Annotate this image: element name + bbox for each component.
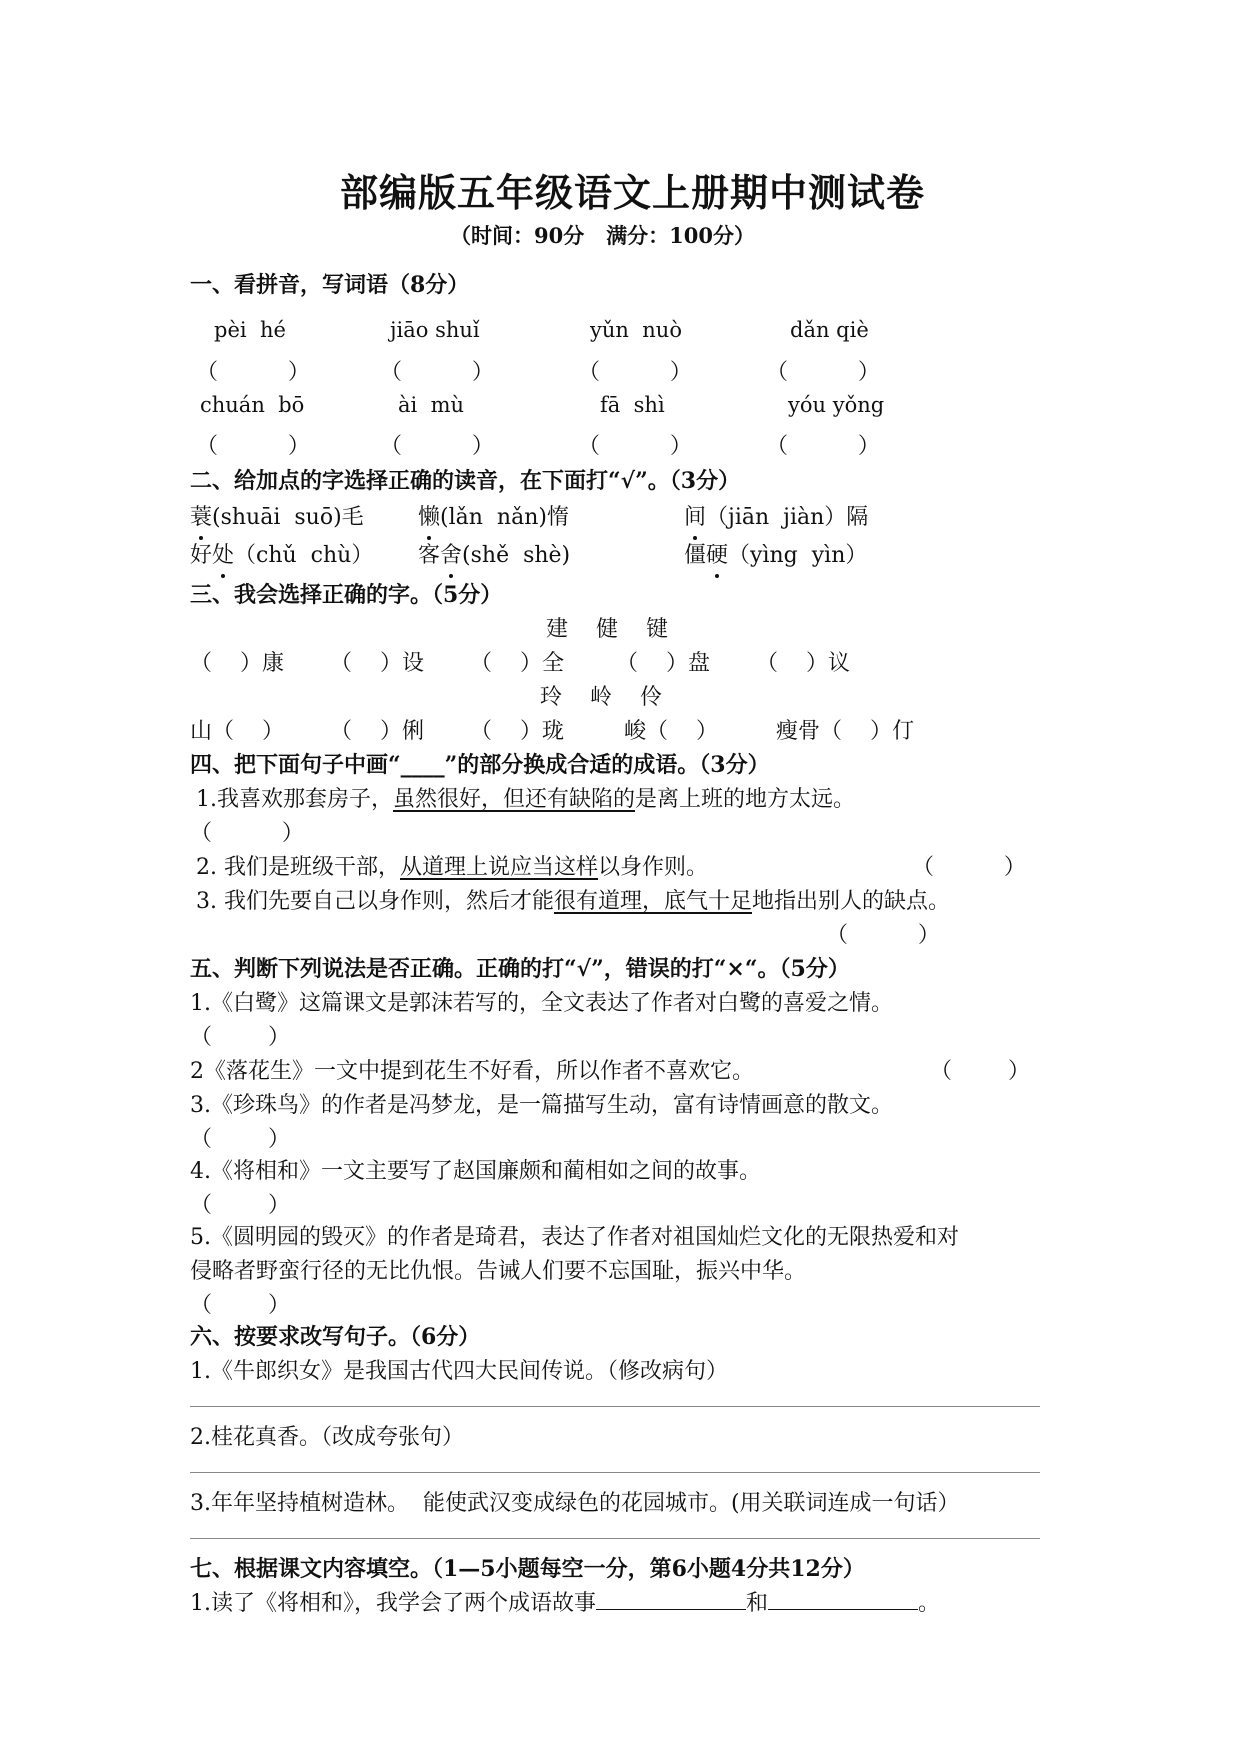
answer-blank[interactable]: （ ） xyxy=(578,360,692,385)
question-text: 1.《牛郎织女》是我国古代四大民间传说。（修改病句） xyxy=(190,1359,728,1384)
pinyin: chuán bō xyxy=(200,393,305,417)
answer-blank[interactable]: （ ） xyxy=(190,1025,290,1050)
char-blank[interactable]: （ ）康 xyxy=(190,651,284,676)
question-text: 1.《白鹭》这篇课文是郭沫若写的，全文表达了作者对白鹭的喜爱之情。 xyxy=(190,991,893,1016)
answer-blank[interactable]: （ ） xyxy=(196,434,310,459)
char-blank[interactable]: （ ）珑 xyxy=(470,719,564,744)
reading-option[interactable]: 懒(lǎn nǎn)惰 xyxy=(418,500,569,531)
char-blank[interactable]: （ ）设 xyxy=(330,651,424,676)
reading-option[interactable]: 间（jiān jiàn）隔 xyxy=(684,500,868,531)
char-choices: 玲 岭 伶 xyxy=(540,685,662,710)
question-text: 3. 我们先要自己以身作则，然后才能很有道理，底气十足地指出别人的缺点。 xyxy=(196,889,951,914)
answer-blank[interactable]: （ ） xyxy=(380,434,494,459)
reading-option[interactable]: 僵硬（yìng yìn） xyxy=(684,538,867,569)
answer-blank[interactable]: （ ） xyxy=(912,855,1026,880)
answer-blank[interactable]: （ ） xyxy=(380,360,494,385)
answer-blank[interactable]: （ ） xyxy=(190,1193,290,1218)
char-blank[interactable]: （ ）全 xyxy=(470,651,564,676)
question-text: 1.读了《将相和》，我学会了两个成语故事 和 。 xyxy=(190,1586,940,1617)
char-blank[interactable]: 瘦骨（ ）仃 xyxy=(776,719,914,744)
question-text: 1.我喜欢那套房子，虽然很好，但还有缺陷的是离上班的地方太远。 xyxy=(196,787,856,812)
char-blank[interactable]: （ ）俐 xyxy=(330,719,424,744)
question-text: 3.《珍珠鸟》的作者是冯梦龙，是一篇描写生动，富有诗情画意的散文。 xyxy=(190,1093,893,1118)
pinyin: dǎn qiè xyxy=(790,318,869,342)
pinyin: ài mù xyxy=(398,393,465,417)
question-text: 2. 我们是班级干部，从道理上说应当这样以身作则。 xyxy=(196,855,709,880)
reading-option[interactable]: 蓑(shuāi suō)毛 xyxy=(190,500,364,531)
pinyin: yóu yǒng xyxy=(788,393,885,417)
section-7-heading: 七、根据课文内容填空。（1—5小题每空一分，第6小题4分共12分） xyxy=(190,1556,865,1582)
answer-blank[interactable]: （ ） xyxy=(578,434,692,459)
answer-line[interactable] xyxy=(190,1538,1040,1539)
section-6-heading: 六、按要求改写句子。（6分） xyxy=(190,1324,481,1350)
question-text: 2《落花生》一文中提到花生不好看，所以作者不喜欢它。 xyxy=(190,1059,754,1084)
section-3-heading: 三、我会选择正确的字。（5分） xyxy=(190,582,503,608)
section-2-heading: 二、给加点的字选择正确的读音，在下面打“√”。（3分） xyxy=(190,468,741,494)
answer-blank[interactable]: （ ） xyxy=(196,360,310,385)
char-blank[interactable]: 山（ ） xyxy=(190,719,284,744)
fill-blank[interactable] xyxy=(768,1587,918,1610)
answer-blank[interactable]: （ ） xyxy=(930,1059,1030,1084)
char-blank[interactable]: （ ）盘 xyxy=(616,651,710,676)
answer-blank[interactable]: （ ） xyxy=(766,360,880,385)
answer-blank[interactable]: （ ） xyxy=(190,1293,290,1318)
reading-option[interactable]: 客舍(shě shè) xyxy=(418,538,570,569)
char-blank[interactable]: 峻（ ） xyxy=(624,719,718,744)
section-1-heading: 一、看拼音，写词语（8分） xyxy=(190,272,470,298)
reading-option[interactable]: 好处（chǔ chù） xyxy=(190,538,373,569)
question-text: 侵略者野蛮行径的无比仇恨。告诫人们要不忘国耻，振兴中华。 xyxy=(190,1259,807,1284)
page-title: 部编版五年级语文上册期中测试卷 xyxy=(340,170,926,215)
exam-info: （时间：90分 满分：100分） xyxy=(450,223,755,248)
question-text: 3.年年坚持植树造林。 能使武汉变成绿色的花园城市。(用关联词连成一句话） xyxy=(190,1491,960,1516)
pinyin: jiāo shuǐ xyxy=(390,318,480,342)
answer-line[interactable] xyxy=(190,1472,1040,1473)
pinyin: yǔn nuò xyxy=(590,318,682,342)
question-text: 4.《将相和》一文主要写了赵国廉颇和蔺相如之间的故事。 xyxy=(190,1159,761,1184)
answer-blank[interactable]: （ ） xyxy=(826,923,940,948)
answer-blank[interactable]: （ ） xyxy=(190,1127,290,1152)
pinyin: fā shì xyxy=(600,393,665,417)
section-5-heading: 五、判断下列说法是否正确。正确的打“√”，错误的打“×“。（5分） xyxy=(190,956,850,982)
answer-blank[interactable]: （ ） xyxy=(190,821,304,846)
answer-blank[interactable]: （ ） xyxy=(766,434,880,459)
char-blank[interactable]: （ ）议 xyxy=(756,651,850,676)
fill-blank[interactable] xyxy=(596,1587,746,1610)
section-4-heading: 四、把下面句子中画“____”的部分换成合适的成语。（3分） xyxy=(190,752,770,778)
question-text: 2.桂花真香。（改成夸张句） xyxy=(190,1425,464,1450)
answer-line[interactable] xyxy=(190,1406,1040,1407)
pinyin: pèi hé xyxy=(214,318,286,342)
question-text: 5.《圆明园的毁灭》的作者是琦君，表达了作者对祖国灿烂文化的无限热爱和对 xyxy=(190,1225,959,1250)
char-choices: 建 健 键 xyxy=(546,617,668,642)
